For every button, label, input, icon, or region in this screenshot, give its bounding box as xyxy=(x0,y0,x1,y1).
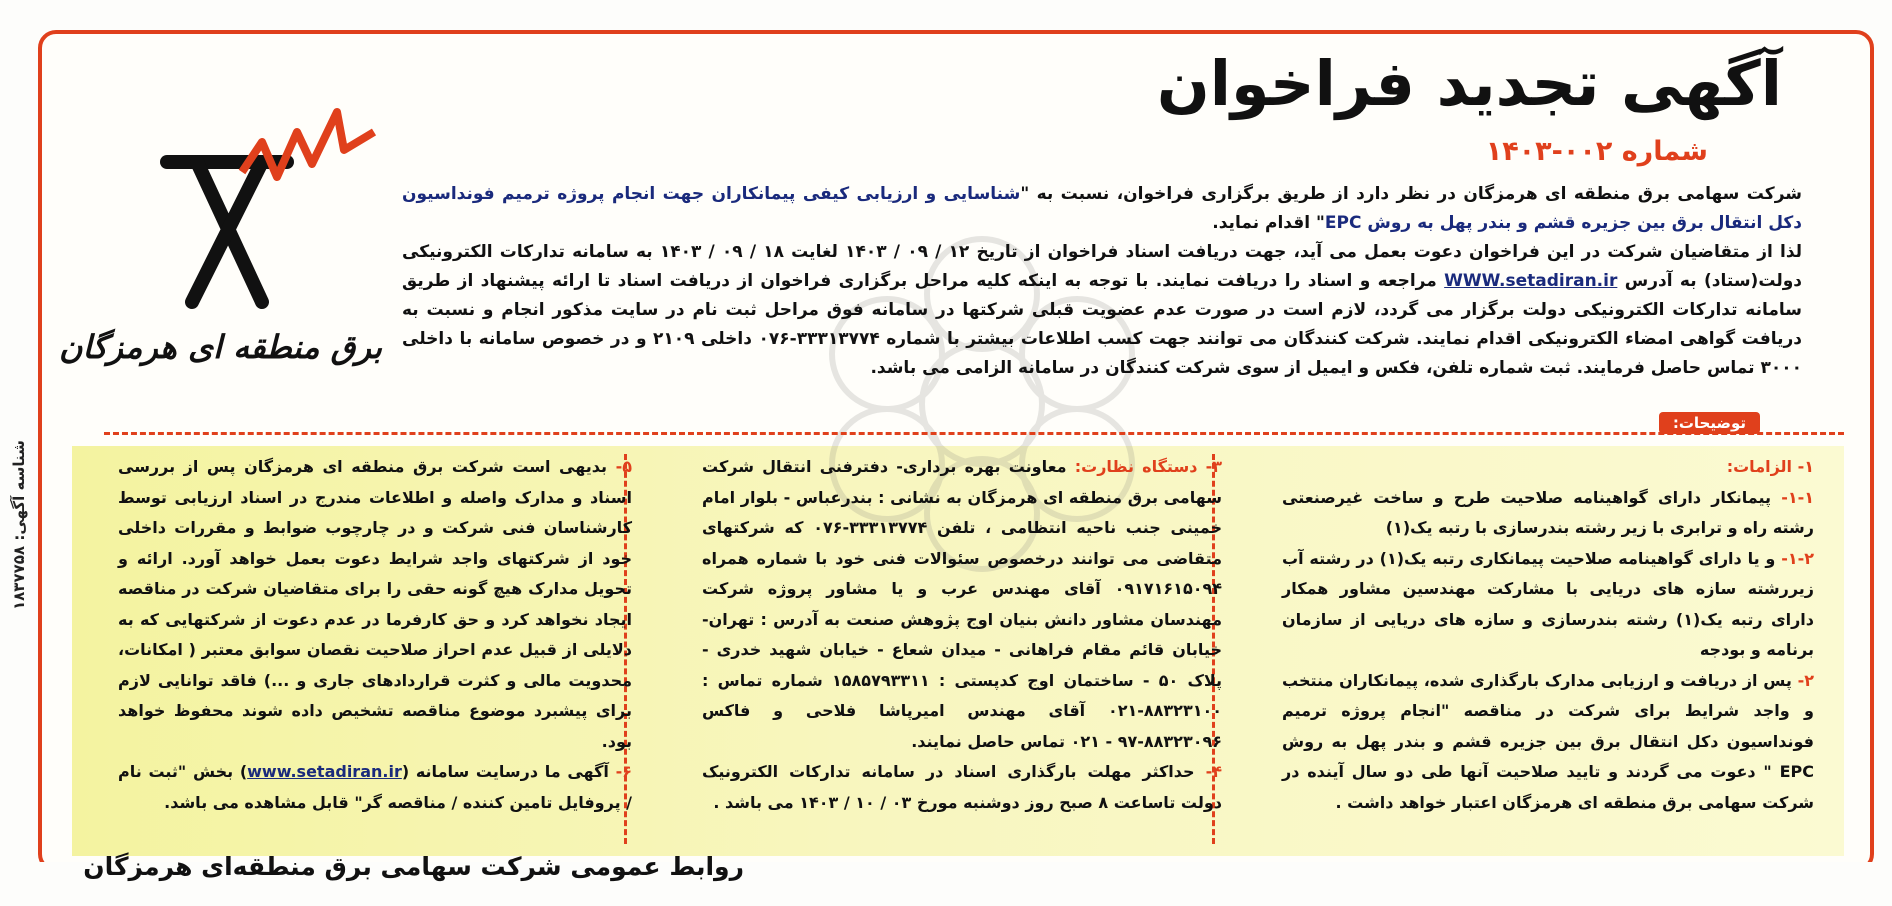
site-notice-num: ۶- xyxy=(615,762,632,781)
site-notice-text-b: ) بخش "ثبت نام / پروفایل تامین کننده / مناقصه گر" قابل مشاهده می باشد. xyxy=(118,762,632,812)
section-divider xyxy=(104,432,1844,435)
intro-text-4: مراجعه و اسناد را دریافت نمایند. با توجه به اینکه کلیه مراحل برگزاری فراخوان از دریافت اسناد تا ارائه پیشنهاد از طریق سامانه تدارکات الکترونیکی دولت برگزار می گردد، لازم است در صورت عدم عضویت قبلی شرکتها در سامانه فوق مراحل ثبت نام در سایت مذکور انجام و نسبت به دریافت گواهی امضاء الکترونیکی اقدام نمایند. شرکت کنندگان می توانند جهت کسب اطلاعات بیشتر با شماره ۳۳۳۱۳۷۷۴-۰۷۶ داخلی ۲۱۰۹ و در خصوص سامانه با داخلی ۳۰۰۰ تماس حاصل فرمایند. ثبت شماره تلفن، فکس و ایمیل از سوی شرکت کنندگان در سامانه الزامی می باشد. xyxy=(402,271,1803,378)
notice-intro xyxy=(402,180,1802,383)
column-supervision xyxy=(702,452,1222,818)
req-heading: ۱- الزامات: xyxy=(1726,457,1814,476)
req-1-2-text: و یا دارای گواهینامه صلاحیت پیمانکاری رتبه یک(۱) در رشته آب زیررشته سازه های دریایی با مشارکت مهندسین مشاور همکار دارای رتبه یک(۱) رشته بندرسازی و سازه های دریایی از سازمان برنامه و بودجه xyxy=(1282,548,1815,659)
setad-link[interactable]: WWW.setadiran.ir xyxy=(1444,271,1618,291)
ad-id: شناسه آگهی: ۱۸۳۷۷۵۸ xyxy=(10,440,28,610)
intro-text-3: لذا از متقاضیان شرکت در این فراخوان دعوت بعمل می آید، جهت دریافت اسناد فراخوان از تاریخ ۱۲ / ۰۹ / ۱۴۰۳ لغایت ۱۸ / ۰۹ / ۱۴۰۳ به سامانه تدارکات الکترونیکی دولت(ستاد) به آدرس xyxy=(402,242,1803,291)
intro-text-2: " اقدام نماید. xyxy=(1212,213,1325,233)
notice-frame xyxy=(38,30,1874,872)
notice-number: شماره ۰۰۲-۱۴۰۳ xyxy=(1485,136,1708,167)
footer-signature: روابط عمومی شرکت سهامی برق منطقه‌ای هرمزگان xyxy=(83,852,744,881)
intro-project-title: شناسایی و ارزیابی کیفی پیمانکاران جهت انجام پروژه ترمیم فونداسیون دکل انتقال برق بین جزیره قشم و بندر پهل به روش EPC xyxy=(402,184,1802,233)
setad-link-2[interactable]: www.setadiran.ir xyxy=(247,762,402,781)
logo-caption: برق منطقه ای هرمزگان xyxy=(59,328,382,366)
supervision-text: معاونت بهره برداری- دفترفنی انتقال شرکت سهامی برق منطقه ای هرمزگان به نشانی : بندرعباس - بلوار امام خمینی جنب ناحیه انتظامی ، تلفن ۳۳۳۱۳۷۷۴-۰۷۶ که شرکتهای متقاضی می توانند درخصوص سئوالات فنی خود با شماره همراه ۰۹۱۷۱۶۱۵۰۹۴ آقای مهندس عرب و یا مشاور پروژه شرکت مهندسان مشاور دانش بنیان اوج پژوهش صنعت به آدرس : تهران- خیابان قائم مقام فراهانی - میدان شعاع - خیابان شهید خدری - پلاک ۵۰ - ساختمان اوج کدپستی : ۱۵۸۵۷۹۳۳۱۱ شماره تماس : ۸۸۳۲۳۱۰۰-۰۲۱ آقای مهندس امیرپاشا فلاحی و فاکس ۸۸۳۲۳۰۹۶-۹۷ - ۰۲۱ تماس حاصل نمایند. xyxy=(702,457,1223,751)
notice-title: آگهی تجدید فراخوان xyxy=(1156,47,1782,120)
req-1-2-num: ۱-۲- xyxy=(1781,548,1815,568)
notes-label: توضیحات: xyxy=(1659,412,1760,434)
column-requirements xyxy=(1282,452,1814,818)
req-2-text: پس از دریافت و ارزیابی مدارک بارگذاری شده، پیمانکاران منتخب و واجد شرایط برای شرکت در مناقصه "انجام پروژه ترمیم فونداسیون دکل انتقال برق بین جزیره قشم و بندر پهل به روش EPC " دعوت می گردند و تایید صلاحیت آنها طی دو سال آینده در شرکت سهامی برق منطقه ای هرمزگان اعتبار خواهد داشت . xyxy=(1282,670,1814,812)
deadline-text: حداکثر مهلت بارگذاری اسناد در سامانه تدارکات الکترونیک دولت تاساعت ۸ صبح روز دوشنبه مورخ ۰۳ / ۱۰ / ۱۴۰۳ می باشد . xyxy=(702,762,1222,812)
company-logo xyxy=(59,102,392,402)
site-notice-text-a: آگهی ما درسایت سامانه ( xyxy=(401,762,609,781)
column-terms xyxy=(118,452,632,818)
tower-lightning-icon xyxy=(112,102,392,322)
terms-text: بدیهی است شرکت برق منطقه ای هرمزگان پس از بررسی اسناد و مدارک واصله و اطلاعات مندرج در اسناد ارزیابی توسط کارشناسان فنی شرکت و در چارچوب ضوابط و مقررات داخلی خود از شرکتهای واجد شرایط دعوت بعمل خواهد آورد. ارائه و تحویل مدارک هیچ گونه حقی را برای متقاضیان شرکت در مناقصه ایجاد نخواهد کرد و حق کارفرما در عدم دعوت از شرکتهایی که به دلایلی از قبیل عدم احراز صلاحیت نقصان سوابق معتبر ( امکانات، محدویت مالی و کثرت قراردادهای جاری و ...) فاقد توانایی لازم برای پیشبرد موضوع مناقصه تشخیص داده شوند محفوظ خواهد بود. xyxy=(118,457,632,751)
supervision-num: ۳- دستگاه نظارت: xyxy=(1074,457,1222,476)
deadline-num: ۴- xyxy=(1205,762,1222,781)
terms-num: ۵- xyxy=(615,457,632,476)
req-2-num: ۲- xyxy=(1797,670,1814,690)
req-1-1-text: پیمانکار دارای گواهینامه صلاحیت طرح و ساخت غیرصنعتی رشته راه و ترابری با زیر رشته بندرسازی با رتبه یک(۱) xyxy=(1282,487,1814,537)
intro-text-1: شرکت سهامی برق منطقه ای هرمزگان در نظر دارد از طریق برگزاری فراخوان، نسبت به " xyxy=(1020,184,1802,204)
req-1-1-num: ۱-۱- xyxy=(1781,487,1814,507)
